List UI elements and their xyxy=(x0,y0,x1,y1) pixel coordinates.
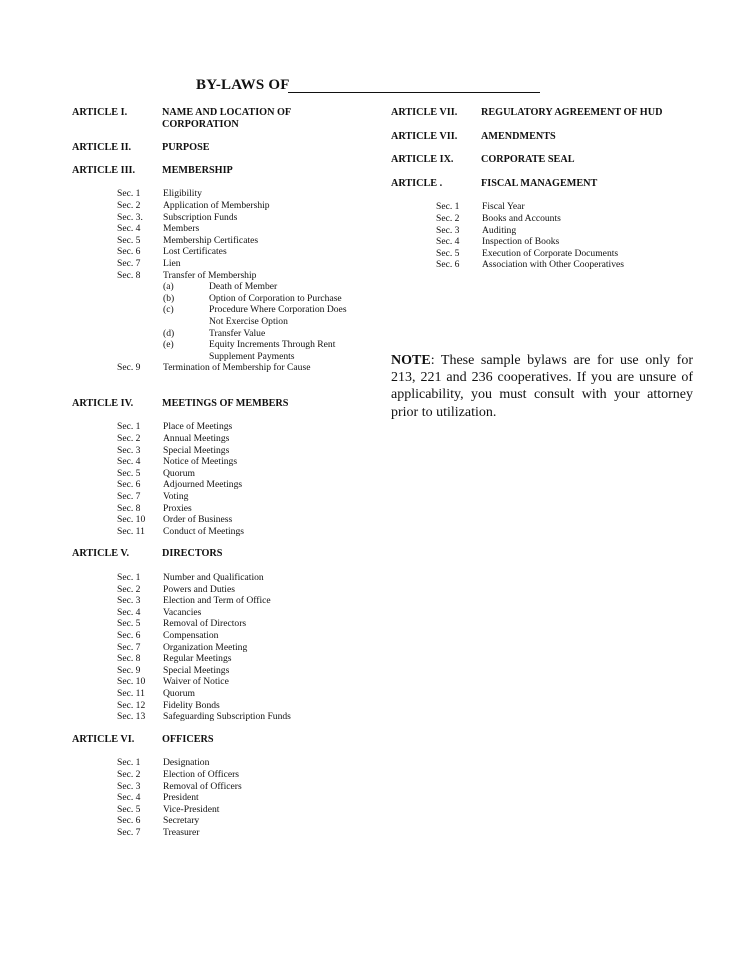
section-item xyxy=(391,201,681,213)
subsection-item xyxy=(72,304,362,327)
section-number: Sec. 6 xyxy=(117,246,141,258)
article-block xyxy=(72,107,362,130)
section-item xyxy=(72,584,362,596)
subsection-letter: (c) xyxy=(163,304,174,316)
article-title: MEETINGS OF MEMBERS xyxy=(162,397,289,409)
section-number: Sec. 9 xyxy=(117,664,141,676)
section-item xyxy=(72,433,362,445)
section-title: Lien xyxy=(163,257,181,269)
section-item xyxy=(72,212,362,224)
section-number: Sec. 6 xyxy=(117,815,141,827)
article-block xyxy=(72,734,362,839)
section-title: Voting xyxy=(163,491,189,503)
section-title: Annual Meetings xyxy=(163,433,230,445)
section-number: Sec. 5 xyxy=(117,803,141,815)
article-title: CORPORATE SEAL xyxy=(481,154,575,166)
article-heading xyxy=(391,131,681,143)
section-title: Eligibility xyxy=(163,188,202,200)
section-item xyxy=(391,213,681,225)
section-title: Subscription Funds xyxy=(163,211,238,223)
section-item xyxy=(72,270,362,282)
section-number: Sec. 6 xyxy=(117,479,141,491)
section-number: Sec. 4 xyxy=(436,236,460,248)
section-title: Election of Officers xyxy=(163,768,240,780)
section-number: Sec. 4 xyxy=(117,606,141,618)
section-number: Sec. 2 xyxy=(117,768,141,780)
section-item xyxy=(72,258,362,270)
section-number: Sec. 3 xyxy=(436,224,460,236)
section-list xyxy=(72,188,362,374)
subsection-title: Procedure Where Corporation Does Not Exercise Option xyxy=(209,304,347,327)
article-block xyxy=(391,131,681,143)
section-title: Inspection of Books xyxy=(482,236,560,248)
section-number: Sec. 2 xyxy=(436,212,460,224)
section-title: Designation xyxy=(163,757,210,769)
section-title: Notice of Meetings xyxy=(163,456,238,468)
section-number: Sec. 11 xyxy=(117,525,145,537)
section-item xyxy=(72,200,362,212)
article-number: ARTICLE IX. xyxy=(391,154,454,166)
section-number: Sec. 4 xyxy=(117,792,141,804)
section-list xyxy=(72,421,362,537)
article-block xyxy=(391,154,681,166)
subsection-item xyxy=(72,339,362,362)
section-item xyxy=(72,815,362,827)
section-title: Auditing xyxy=(482,224,517,236)
section-number: Sec. 1 xyxy=(117,421,141,433)
section-title: Execution of Corporate Documents xyxy=(482,247,619,259)
section-title: Regular Meetings xyxy=(163,653,232,665)
section-title: Safeguarding Subscription Funds xyxy=(163,711,291,723)
subsection-title: Death of Member xyxy=(209,281,278,293)
section-item xyxy=(72,792,362,804)
section-number: Sec. 2 xyxy=(117,433,141,445)
section-item xyxy=(72,711,362,723)
section-item xyxy=(391,236,681,248)
section-title: Members xyxy=(163,223,200,235)
usage-note xyxy=(391,352,693,421)
section-item xyxy=(72,827,362,839)
subsection-letter: (e) xyxy=(163,339,174,351)
section-title: Special Meetings xyxy=(163,664,230,676)
article-heading xyxy=(72,142,362,154)
section-item xyxy=(72,757,362,769)
section-item xyxy=(72,235,362,247)
section-number: Sec. 3 xyxy=(117,444,141,456)
section-title: Association with Other Cooperatives xyxy=(482,259,625,271)
section-number: Sec. 11 xyxy=(117,687,145,699)
section-title: Application of Membership xyxy=(163,199,270,211)
section-item xyxy=(72,514,362,526)
section-list xyxy=(72,757,362,838)
section-title: Fidelity Bonds xyxy=(163,699,220,711)
section-number: Sec. 1 xyxy=(436,201,460,213)
section-number: Sec. 7 xyxy=(117,491,141,503)
section-number: Sec. 8 xyxy=(117,653,141,665)
section-title: Transfer of Membership xyxy=(163,269,257,281)
section-item xyxy=(72,642,362,654)
section-number: Sec. 1 xyxy=(117,572,141,583)
section-title: Compensation xyxy=(163,629,219,641)
section-number: Sec. 5 xyxy=(117,618,141,630)
article-number: ARTICLE III. xyxy=(72,164,136,176)
article-title: MEMBERSHIP xyxy=(162,164,233,176)
section-number: Sec. 3 xyxy=(117,595,141,607)
section-item xyxy=(72,769,362,781)
section-number: Sec. 7 xyxy=(117,826,141,838)
section-number: Sec. 7 xyxy=(117,641,141,653)
section-title: Election and Term of Office xyxy=(163,595,271,607)
section-item xyxy=(72,456,362,468)
section-item xyxy=(72,595,362,607)
article-title: AMENDMENTS xyxy=(481,130,556,142)
section-item xyxy=(72,676,362,688)
section-item xyxy=(72,445,362,457)
section-item xyxy=(72,362,362,374)
section-number: Sec. 7 xyxy=(117,257,141,269)
section-title: Quorum xyxy=(163,467,195,479)
article-block xyxy=(72,165,362,374)
section-number: Sec. 8 xyxy=(117,502,141,514)
section-number: Sec. 1 xyxy=(117,757,141,769)
section-number: Sec. 3. xyxy=(117,211,143,223)
section-item xyxy=(72,503,362,515)
section-item xyxy=(72,246,362,258)
section-number: Sec. 6 xyxy=(117,629,141,641)
section-number: Sec. 4 xyxy=(117,223,141,235)
section-item xyxy=(72,607,362,619)
subsection-title: Option of Corporation to Purchase xyxy=(209,292,342,304)
subsection-letter: (b) xyxy=(163,292,175,304)
left-article-column xyxy=(72,107,362,838)
section-title: Order of Business xyxy=(163,514,233,526)
section-item xyxy=(72,700,362,712)
name-blank-line xyxy=(288,92,540,93)
section-number: Sec. 4 xyxy=(117,456,141,468)
section-title: Secretary xyxy=(163,815,200,827)
section-title: Number and Qualification xyxy=(163,572,264,583)
section-number: Sec. 8 xyxy=(117,269,141,281)
section-number: Sec. 5 xyxy=(436,247,460,259)
section-number: Sec. 10 xyxy=(117,676,146,688)
section-number: Sec. 3 xyxy=(117,780,141,792)
subsection-letter: (d) xyxy=(163,327,175,339)
section-number: Sec. 13 xyxy=(117,711,146,723)
section-item xyxy=(72,479,362,491)
section-title: Place of Meetings xyxy=(163,421,233,433)
article-heading xyxy=(72,548,362,560)
section-item xyxy=(72,421,362,433)
article-block xyxy=(391,107,681,119)
document-title: BY-LAWS OF xyxy=(196,77,290,93)
section-title: Powers and Duties xyxy=(163,583,235,595)
section-item xyxy=(72,688,362,700)
article-block xyxy=(72,548,362,722)
section-title: Books and Accounts xyxy=(482,212,561,224)
section-item xyxy=(72,223,362,235)
section-title: Conduct of Meetings xyxy=(163,525,245,537)
section-number: Sec. 5 xyxy=(117,234,141,246)
article-heading xyxy=(72,165,362,177)
section-title: Organization Meeting xyxy=(163,641,248,653)
subsection-item xyxy=(72,281,362,293)
article-heading xyxy=(391,154,681,166)
section-item xyxy=(72,665,362,677)
section-title: Special Meetings xyxy=(163,444,230,456)
subsection-letter: (a) xyxy=(163,281,174,293)
section-title: Waiver of Notice xyxy=(163,676,229,688)
section-title: Quorum xyxy=(163,687,195,699)
subsection-title: Equity Increments Through Rent Supplement Payments xyxy=(209,339,336,362)
section-item xyxy=(72,188,362,200)
section-list xyxy=(72,572,362,723)
section-number: Sec. 6 xyxy=(436,259,460,271)
article-number: ARTICLE I. xyxy=(72,107,128,118)
article-number: ARTICLE V. xyxy=(72,548,130,560)
section-title: Vacancies xyxy=(163,606,202,618)
section-number: Sec. 10 xyxy=(117,514,146,526)
section-number: Sec. 1 xyxy=(117,188,141,200)
note-label: NOTE xyxy=(391,353,431,368)
section-list xyxy=(391,201,681,271)
article-title: PURPOSE xyxy=(162,142,210,154)
section-item xyxy=(72,572,362,584)
section-title: Membership Certificates xyxy=(163,234,259,246)
section-title: Lost Certificates xyxy=(163,246,227,258)
subsection-item xyxy=(72,293,362,305)
section-item xyxy=(391,259,681,271)
article-title: REGULATORY AGREEMENT OF HUD xyxy=(481,107,663,118)
article-number: ARTICLE IV. xyxy=(72,397,134,409)
section-number: Sec. 2 xyxy=(117,583,141,595)
article-number: ARTICLE VII. xyxy=(391,107,458,118)
section-number: Sec. 5 xyxy=(117,467,141,479)
article-block xyxy=(72,142,362,154)
article-block xyxy=(391,178,681,271)
article-heading xyxy=(72,734,362,746)
article-title: NAME AND LOCATION OF CORPORATION xyxy=(162,107,291,130)
section-number: Sec. 9 xyxy=(117,362,141,374)
section-item xyxy=(72,491,362,503)
section-item xyxy=(72,468,362,480)
section-number: Sec. 2 xyxy=(117,199,141,211)
section-item xyxy=(391,225,681,237)
subsection-title: Transfer Value xyxy=(209,327,266,339)
note-text: : These sample bylaws are for use only for 213, 221 and 236 cooperatives. If you are unsure of applicability, you must consult with your attorney prior to utilization. xyxy=(391,353,693,420)
section-title: Termination of Membership for Cause xyxy=(163,362,311,374)
section-item xyxy=(72,630,362,642)
section-title: Adjourned Meetings xyxy=(163,479,243,491)
article-title: OFFICERS xyxy=(162,733,214,745)
right-article-column xyxy=(391,107,681,271)
section-item xyxy=(72,526,362,538)
section-item xyxy=(72,781,362,793)
article-title: DIRECTORS xyxy=(162,548,223,560)
section-item xyxy=(72,618,362,630)
article-number: ARTICLE . xyxy=(391,177,443,189)
article-number: ARTICLE VII. xyxy=(391,130,458,142)
section-title: Removal of Officers xyxy=(163,780,242,792)
subsection-item xyxy=(72,328,362,340)
article-heading xyxy=(72,398,362,410)
section-title: Treasurer xyxy=(163,826,200,838)
section-item xyxy=(72,804,362,816)
section-item xyxy=(391,248,681,260)
article-heading xyxy=(72,107,362,130)
article-number: ARTICLE II. xyxy=(72,142,132,154)
section-title: Fiscal Year xyxy=(482,201,525,213)
section-title: Proxies xyxy=(163,502,192,514)
section-number: Sec. 12 xyxy=(117,699,146,711)
article-number: ARTICLE VI. xyxy=(72,733,135,745)
section-item xyxy=(72,653,362,665)
article-heading xyxy=(391,178,681,190)
article-heading xyxy=(391,107,681,119)
article-title: FISCAL MANAGEMENT xyxy=(481,177,598,189)
article-block xyxy=(72,398,362,538)
section-title: President xyxy=(163,792,199,804)
section-title: Vice-President xyxy=(163,803,220,815)
section-title: Removal of Directors xyxy=(163,618,247,630)
